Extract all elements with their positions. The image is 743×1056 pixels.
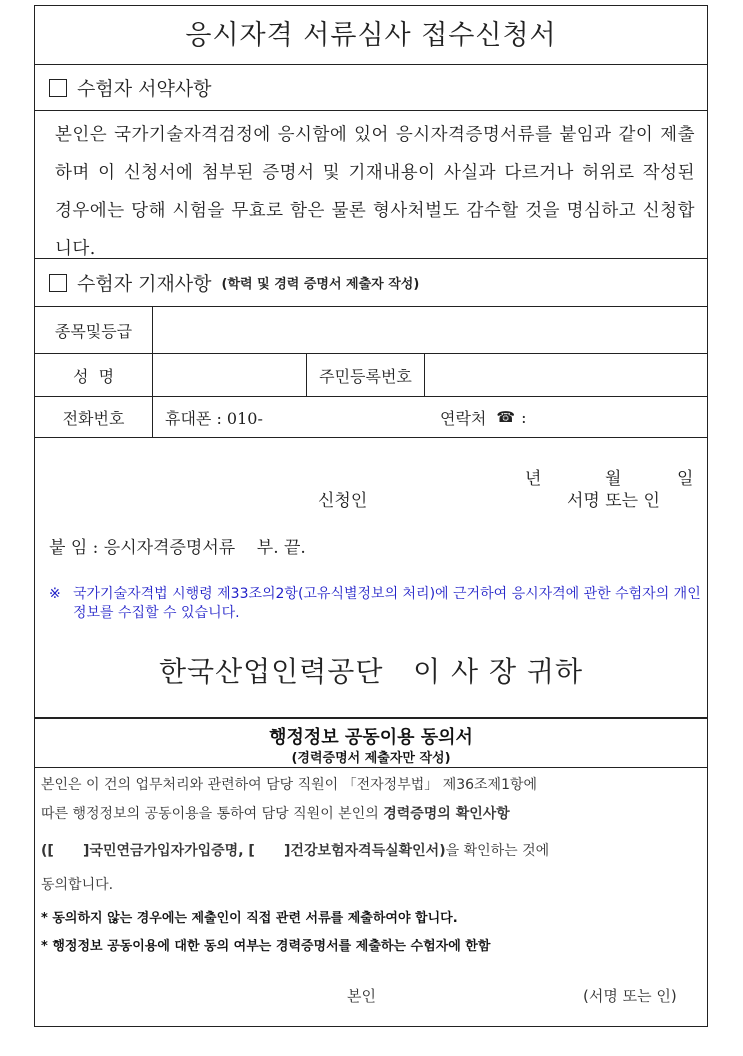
- consent-section: [35, 718, 707, 1026]
- date-year: 년: [525, 469, 542, 489]
- consent-line-4: 동의합니다.: [41, 877, 114, 893]
- entry-heading-row: [35, 259, 707, 307]
- phone-label: 전화번호: [62, 408, 125, 428]
- contact-field[interactable]: [440, 397, 526, 437]
- phone-row: [35, 397, 707, 438]
- application-form: [34, 5, 708, 1027]
- mobile-field[interactable]: 휴대폰 : 010-: [165, 408, 263, 428]
- privacy-note: 국가기술자격법 시행령 제33조의2항(고유식별정보의 처리)에 근거하여 응시자격에 관한 수험자의 개인정보를 수집할 수 있습니다.: [73, 586, 701, 621]
- name-input[interactable]: [153, 354, 306, 396]
- phone-icon: ☎: [496, 408, 516, 426]
- consent-star-1: * 동의하지 않는 경우에는 제출인이 직접 관련 서류를 제출하여야 합니다.: [41, 911, 458, 926]
- consent-line-2: [41, 803, 510, 823]
- page-title: 응시자격 서류심사 접수신청서: [35, 6, 707, 65]
- consent-title: 행정정보 공동이용 동의서: [269, 727, 473, 748]
- entry-note: (학력 및 경력 증명서 제출자 작성): [221, 277, 420, 292]
- consent-star-2: * 행정정보 공동이용에 대한 동의 여부는 경력증명서를 제출하는 수험자에 한함: [41, 939, 491, 954]
- contact-colon: :: [521, 407, 527, 427]
- category-row: [35, 307, 707, 354]
- consent-line-2a: 따른 행정정보의 공동이용을 통하여 담당 직원이 본인의: [41, 806, 384, 822]
- consent-subtitle: (경력증명서 제출자만 작성): [291, 751, 451, 766]
- date-day: 일: [677, 469, 694, 489]
- self-label: 본인: [347, 987, 376, 1005]
- attachment-line: 붙 임 : 응시자격증명서류 부. 끝.: [49, 538, 306, 558]
- applicant-section: [35, 438, 707, 718]
- name-row: [35, 354, 707, 397]
- applicant-label: 신청인: [318, 491, 368, 511]
- pledge-body: 본인은 국가기술자격검정에 응시함에 있어 응시자격증명서류를 붙임과 같이 제출하며 이 신청서에 첨부된 증명서 및 기재내용이 사실과 다르거나 허위로 작성된 경우에는 당해 시험을 무효로 함은 물론 형사처벌도 감수할 것을 명심하고 신청합니다.: [35, 111, 707, 259]
- date-month: 월: [605, 469, 622, 489]
- consent-line-3b: 을 확인하는 것에: [445, 843, 550, 859]
- consent-line-3: [41, 840, 549, 860]
- contact-label: 연락처: [440, 408, 487, 428]
- pledge-checkbox[interactable]: [49, 79, 67, 97]
- consent-line-1: 본인은 이 건의 업무처리와 관련하여 담당 직원이 「전자정부법」 제36조제1항에: [41, 777, 538, 793]
- self-signature[interactable]: (서명 또는 인): [583, 987, 677, 1005]
- signature-label[interactable]: 서명 또는 인: [567, 491, 660, 511]
- name-label: 성 명: [72, 366, 115, 386]
- consent-checkboxes[interactable]: ([ ]국민연금가입자가입증명, [ ]건강보험자격득실확인서): [41, 843, 446, 859]
- category-input[interactable]: [153, 307, 707, 353]
- entry-checkbox[interactable]: [49, 274, 67, 292]
- addressee: 한국산업인력공단 이 사 장 귀하: [158, 655, 584, 688]
- entry-heading: 수험자 기재사항: [77, 273, 212, 295]
- pledge-heading: 수험자 서약사항: [77, 78, 212, 100]
- category-label: 종목및등급: [54, 321, 133, 341]
- rrn-input[interactable]: [425, 354, 707, 396]
- pledge-heading-row: [35, 65, 707, 111]
- privacy-note-mark: ※: [49, 586, 61, 602]
- consent-line-2b: 경력증명의 확인사항: [383, 806, 510, 822]
- rrn-label: 주민등록번호: [319, 366, 412, 386]
